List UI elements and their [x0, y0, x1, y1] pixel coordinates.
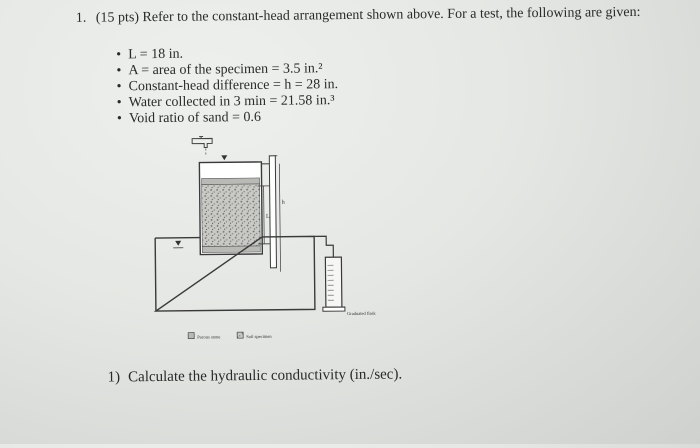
- question-number: 1.: [76, 11, 87, 27]
- figure-legend: [188, 332, 272, 340]
- legend-swatch-soil-specimen: [237, 332, 243, 338]
- faucet-icon: [192, 136, 212, 156]
- subquestion-text: Calculate the hydraulic conductivity (in./sec).: [128, 366, 402, 385]
- label-L: L: [266, 214, 270, 220]
- given-text: Constant-head difference = h = 28 in.: [128, 77, 338, 94]
- soil-specimen: [202, 184, 261, 247]
- given-list: [116, 45, 338, 127]
- label-h: h: [282, 200, 285, 206]
- legend-swatch-porous-stone: [188, 333, 194, 339]
- dimension-line-L: [264, 186, 265, 244]
- given-text: L = 18 in.: [128, 47, 183, 63]
- porous-stone-bottom: [202, 246, 260, 253]
- bullet-icon: •: [116, 79, 128, 95]
- porous-stone-top: [202, 178, 260, 185]
- subquestion: [108, 366, 403, 386]
- legend-label-porous-stone: Porous stone: [197, 334, 220, 339]
- bullet-icon: •: [116, 47, 128, 63]
- dimension-line-h: [279, 164, 280, 272]
- graduated-flask: [325, 257, 342, 307]
- overflow-pipe: [314, 236, 333, 257]
- question-stem: (15 pts) Refer to the constant-head arrangement shown above. For a test, the following are given:: [96, 5, 656, 27]
- given-text: A = area of the specimen = 3.5 in.²: [128, 61, 322, 78]
- flask-label: Graduated flask: [347, 311, 376, 316]
- flask-base: [323, 307, 345, 311]
- subquestion-number: 1): [108, 369, 121, 385]
- given-item-void-ratio: [117, 109, 339, 127]
- given-text: Void ratio of sand = 0.6: [129, 110, 261, 126]
- constant-head-figure: [149, 132, 411, 350]
- water-level-symbol-icon: [219, 155, 229, 162]
- legend-label-soil-specimen: Soil specimen: [246, 334, 272, 339]
- given-item-water-collected: [117, 93, 339, 111]
- given-text: Water collected in 3 min = 21.58 in.³: [129, 93, 335, 110]
- bullet-icon: •: [117, 111, 129, 127]
- bullet-icon: •: [117, 95, 129, 111]
- bullet-icon: •: [116, 63, 128, 79]
- reservoir-water-level-icon: [173, 241, 183, 248]
- outlet-tube: [269, 156, 276, 268]
